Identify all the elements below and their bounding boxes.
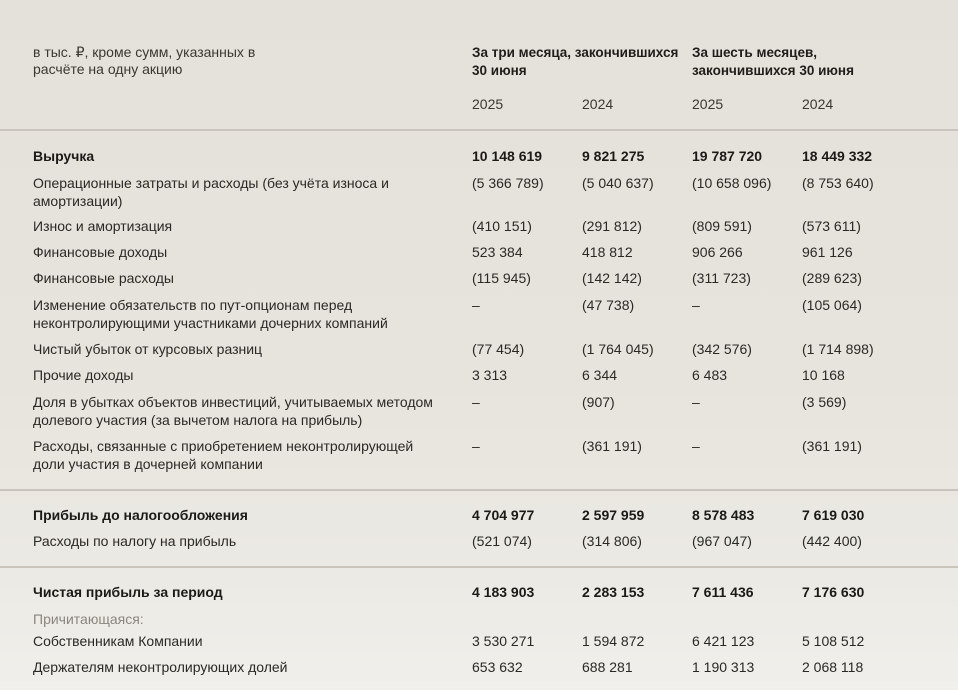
row-label: Собственникам Компании — [33, 633, 203, 649]
row-value: – — [692, 394, 700, 410]
row-label: Чистый убыток от курсовых разниц — [33, 341, 263, 357]
row-label: Финансовые доходы — [33, 244, 168, 260]
row-value: (10 658 096) — [692, 175, 772, 191]
row-value: 653 632 — [472, 659, 523, 675]
row-value: – — [472, 394, 480, 410]
row-value: 523 384 — [472, 244, 523, 260]
row-value: (8 753 640) — [802, 175, 874, 191]
row-value: 9 821 275 — [582, 148, 645, 164]
row-value: (47 738) — [582, 297, 635, 313]
row-value: 1 190 313 — [692, 659, 755, 675]
row-label: Чистая прибыль за период — [33, 584, 223, 600]
row-value: (442 400) — [802, 533, 862, 549]
row-value: (1 764 045) — [582, 341, 654, 357]
row-value: (289 623) — [802, 270, 862, 286]
year-header: 2024 — [582, 96, 614, 112]
row-value: (361 191) — [582, 438, 642, 454]
row-value: (142 142) — [582, 270, 642, 286]
row-value: 7 611 436 — [692, 584, 754, 600]
header-divider — [0, 129, 958, 131]
row-value: 688 281 — [582, 659, 633, 675]
year-header: 2025 — [692, 96, 724, 112]
row-value: 5 108 512 — [802, 633, 865, 649]
row-value: (311 723) — [692, 270, 751, 286]
row-value: 4 183 903 — [472, 584, 535, 600]
row-value: (573 611) — [802, 218, 861, 234]
row-value: 6 344 — [582, 367, 618, 383]
row-value: (1 714 898) — [802, 341, 874, 357]
row-value: 2 597 959 — [582, 507, 645, 523]
row-value: 10 168 — [802, 367, 845, 383]
row-value: 7 619 030 — [802, 507, 865, 523]
row-label: Держателям неконтролирующих долей — [33, 659, 288, 675]
row-value: 19 787 720 — [692, 148, 763, 164]
row-value: 3 530 271 — [472, 633, 535, 649]
row-value: 906 266 — [692, 244, 743, 260]
year-header: 2025 — [472, 96, 504, 112]
row-label: Операционные затраты и расходы (без учёта износа и амортизации) — [33, 175, 389, 209]
period-header-six-months: За шесть месяцев, закончившихся 30 июня — [692, 45, 854, 78]
year-header: 2024 — [802, 96, 834, 112]
row-value: 2 283 153 — [582, 584, 645, 600]
row-value: (521 074) — [472, 533, 532, 549]
row-label: Износ и амортизация — [33, 218, 173, 234]
row-value: – — [692, 297, 700, 313]
row-value: 7 176 630 — [802, 584, 865, 600]
section-divider — [0, 566, 958, 568]
row-label: Причитающаяся: — [33, 611, 144, 627]
row-label: Финансовые расходы — [33, 270, 174, 286]
row-value: (5 366 789) — [472, 175, 544, 191]
row-value: (967 047) — [692, 533, 752, 549]
row-value: 418 812 — [582, 244, 633, 260]
row-value: 2 068 118 — [802, 659, 864, 675]
row-value: 6 421 123 — [692, 633, 755, 649]
section-divider — [0, 489, 958, 491]
row-label: Доля в убытках объектов инвестиций, учитываемых методом долевого участия (за вычетом налога на прибыль) — [33, 394, 433, 428]
row-value: (77 454) — [472, 341, 525, 357]
row-value: 3 313 — [472, 367, 508, 383]
row-value: 18 449 332 — [802, 148, 873, 164]
row-label: Расходы по налогу на прибыль — [33, 533, 237, 549]
row-value: (5 040 637) — [582, 175, 654, 191]
row-value: 8 578 483 — [692, 507, 755, 523]
row-value: (342 576) — [692, 341, 752, 357]
row-value: (3 569) — [802, 394, 847, 410]
row-value: 6 483 — [692, 367, 728, 383]
row-value: 4 704 977 — [472, 507, 535, 523]
row-value: (410 151) — [472, 218, 532, 234]
row-label: Выручка — [33, 148, 95, 164]
row-label: Прибыль до налогообложения — [33, 507, 248, 523]
period-header-three-months: За три месяца, закончившихся 30 июня — [472, 45, 679, 78]
row-value: – — [472, 438, 480, 454]
row-label: Изменение обязательств по пут-опционам перед неконтролирующими участниками дочерних компаний — [33, 297, 388, 331]
row-value: (361 191) — [802, 438, 862, 454]
row-value: (115 945) — [472, 270, 531, 286]
row-value: 1 594 872 — [582, 633, 645, 649]
row-label: Расходы, связанные с приобретением неконтролирующей доли участия в дочерней компании — [33, 438, 414, 472]
row-value: 961 126 — [802, 244, 853, 260]
row-value: 10 148 619 — [472, 148, 543, 164]
row-value: (907) — [582, 394, 615, 410]
units-note: в тыс. ₽, кроме сумм, указанных в расчёте на одну акцию — [33, 44, 256, 77]
row-value: – — [472, 297, 480, 313]
row-value: (291 812) — [582, 218, 642, 234]
row-label: Прочие доходы — [33, 367, 134, 383]
row-value: – — [692, 438, 700, 454]
row-value: (105 064) — [802, 297, 862, 313]
row-value: (314 806) — [582, 533, 642, 549]
row-value: (809 591) — [692, 218, 752, 234]
